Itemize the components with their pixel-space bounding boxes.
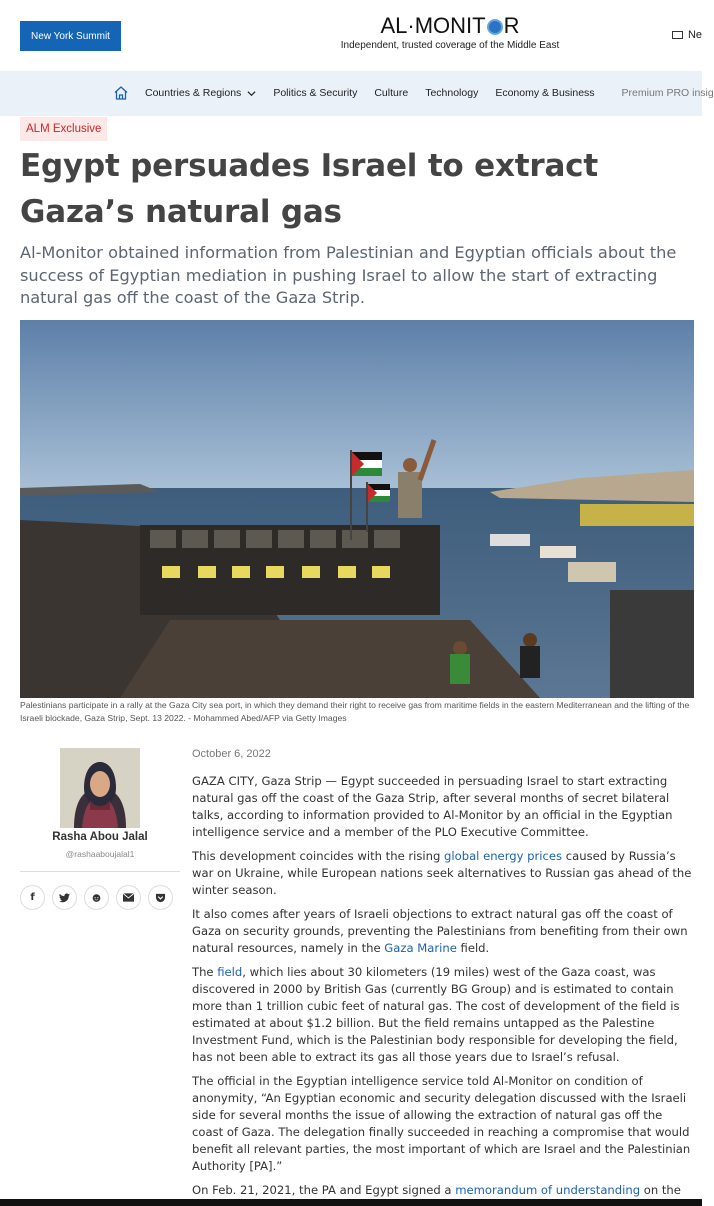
nav-item-countries-regions[interactable]: Countries & Regions [145, 87, 256, 99]
author-handle[interactable]: @rashaaboujalal1 [65, 849, 135, 859]
bottom-bar [0, 1199, 702, 1206]
site-header [0, 0, 702, 71]
article-body [192, 773, 692, 1206]
lead-photo [20, 320, 694, 698]
pocket-icon[interactable] [148, 885, 173, 910]
facebook-icon[interactable]: f [20, 885, 45, 910]
chevron-down-icon [247, 89, 256, 98]
globe-icon [487, 19, 503, 35]
paragraph: On Feb. 21, 2021, the PA and Egypt signed a memorandum of understanding on the [192, 1183, 681, 1197]
newsletter-link[interactable] [672, 29, 702, 41]
article-deck: Al-Monitor obtained information from Palestinian and Egyptian officials about the success of Egyptian mediation in pushing Israel to allow the start of extracting natural gas off the coast of the Gaza Strip. [20, 243, 677, 307]
author-avatar[interactable] [60, 748, 140, 828]
paragraph: It also comes after years of Israeli objections to extract natural gas off the coast of Gaza on security grounds, preventing the Palestinians from benefiting from their own natural resources, namely in the Gaza Marine field. [192, 907, 688, 955]
home-icon[interactable] [113, 85, 129, 101]
share-bar [20, 885, 173, 910]
link-gaza-marine[interactable]: Gaza Marine [384, 941, 457, 955]
link-memorandum-of-understanding[interactable]: memorandum of understanding [455, 1183, 641, 1197]
author-name[interactable]: Rasha Abou Jalal [52, 831, 148, 843]
photo-caption: Palestinians participate in a rally at the Gaza City sea port, in which they demand their right to receive gas from maritime fields in the eastern Mediterranean and the lifting of the Israeli blockade, Gaza Strip, Sept. 13 2022. - Mohammed Abed/AFP via Getty Images [20, 700, 690, 723]
paragraph: GAZA CITY, Gaza Strip — Egypt succeeded in persuading Israel to start extracting natural gas off the coast of the Gaza Strip, after several months of secret bilateral talks, according to information provided to Al-Monitor by an official in the Egyptian intelligence service and a member of the PLO Executive Committee. [192, 774, 673, 839]
publish-date: October 6, 2022 [192, 748, 271, 760]
envelope-icon [672, 31, 683, 39]
link-global-energy-prices[interactable]: global energy prices [444, 849, 563, 863]
paragraph: The field, which lies about 30 kilometers (19 miles) west of the Gaza coast, was discovered in 2000 by British Gas (currently BG Group) and is estimated to contain more than 1 trillion cubic feet of natural gas. The cost of development of the field is estimated at about $1.2 billion. But the field remains untapped as the Palestine Investment Fund, which is the Palestinian body responsible for developing the field, has not been able to extract its gas all those years due to Israel’s refusal. [192, 965, 680, 1064]
lead-photo-image [20, 320, 694, 698]
nav-item-politics-security[interactable]: Politics & Security [273, 87, 358, 99]
divider [20, 871, 180, 872]
paragraph: The official in the Egyptian intelligence service told Al-Monitor on condition of anonymity, “An Egyptian economic and security delegation discussed with the Israeli side for several months the issue of allowing the extraction of natural gas off the coast of Gaza. The delegation finally succeeded in reaching a compromise that would benefit all relevant parties, the most important of which are Israel and the Palestinian Authority [PA].” [192, 1074, 691, 1173]
twitter-icon[interactable] [52, 885, 77, 910]
email-icon[interactable] [116, 885, 141, 910]
main-nav [0, 71, 714, 116]
exclusive-badge[interactable]: ALM Exclusive [20, 117, 107, 141]
link-field[interactable]: field [217, 965, 243, 979]
article-headline: Egypt persuades Israel to extract Gaza’s natural gas [20, 148, 598, 230]
nav-item-premium-pro[interactable]: Premium PRO insig [621, 87, 714, 99]
nav-item-culture[interactable]: Culture [374, 87, 409, 99]
site-tagline: Independent, trusted coverage of the Middle East [340, 40, 560, 51]
logo-wordmark: AL·MONIT R [380, 13, 520, 38]
paragraph: This development coincides with the rising global energy prices caused by Russia’s war on Ukraine, while European nations seek alternatives to Russian gas ahead of the winter season. [192, 849, 692, 897]
nav-item-technology[interactable]: Technology [425, 87, 479, 99]
newsletter-label: Ne [687, 29, 702, 41]
nav-item-economy-business[interactable]: Economy & Business [495, 87, 595, 99]
site-logo[interactable] [330, 13, 570, 51]
author-photo [60, 748, 140, 828]
new-york-summit-button[interactable]: New York Summit [20, 21, 121, 51]
reddit-icon[interactable] [84, 885, 109, 910]
